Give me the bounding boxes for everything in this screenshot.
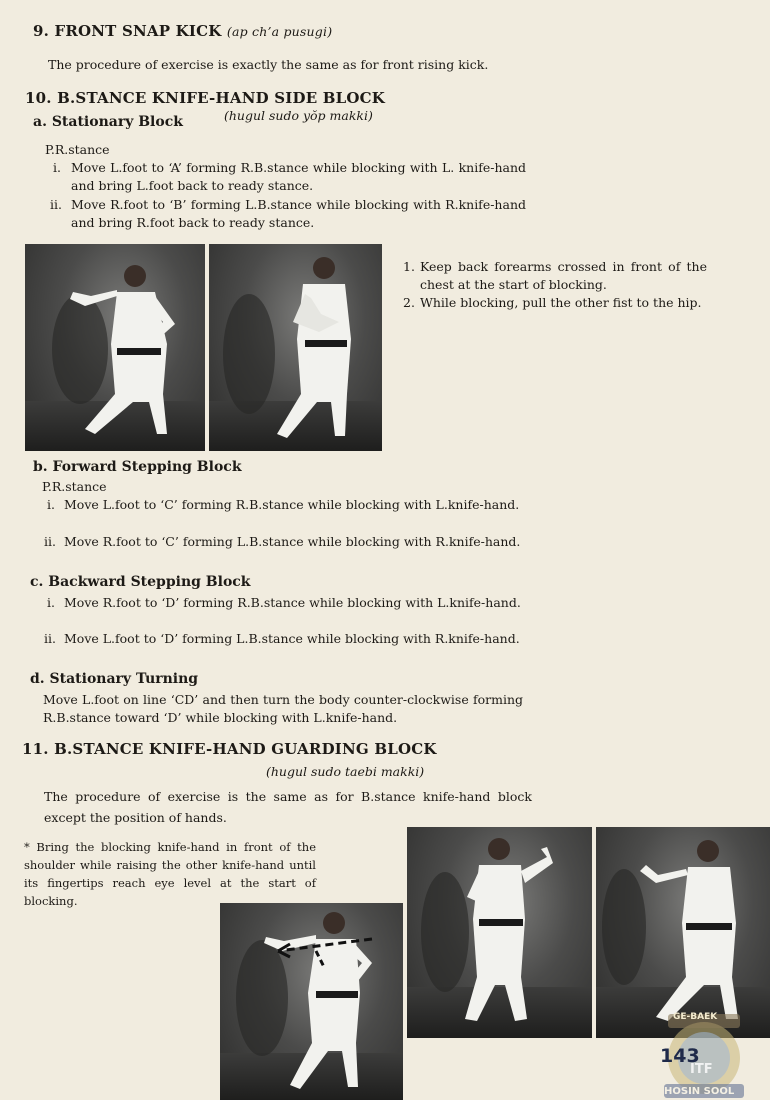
watermark-top-text: GE-BAEK	[673, 1012, 718, 1022]
watermark-bottom-text: HOSIN SOOL	[664, 1086, 735, 1097]
section-9-romanization: (ap ch’a pusugi)	[226, 24, 333, 39]
item-text: Move L.foot to ‘D’ forming L.B.stance while blocking with R.knife-hand.	[64, 631, 520, 646]
photo-guarding-block-side	[596, 827, 770, 1038]
subsection-d-text: Move L.foot on line ‘CD’ and then turn the body counter-clockwise forming R.B.stance toward ‘D’ while blocking with L.knife-hand.	[43, 692, 523, 725]
item-text: Move L.foot to ‘A’ forming R.B.stance while blocking with L. knife-hand and bring L.foot back to ready stance.	[71, 160, 526, 193]
item-number: i.	[47, 497, 55, 512]
subsection-a-romanization: (hugul sudo yŏp makki)	[224, 108, 373, 123]
section-9-heading	[33, 22, 332, 40]
watermark-middle-text: ITF	[690, 1062, 713, 1077]
item-number: ii.	[50, 197, 62, 212]
list-item	[47, 496, 523, 532]
subsection-a-stance: P.R.stance	[45, 142, 110, 157]
subsection-b-heading: b. Forward Stepping Block	[33, 459, 242, 475]
section-11-heading: 11. B.STANCE KNIFE-HAND GUARDING BLOCK	[22, 740, 437, 758]
item-text: Move L.foot to ‘C’ forming R.B.stance while blocking with L.knife-hand.	[64, 497, 520, 512]
photo-guarding-block-front	[407, 827, 592, 1038]
photo-guarding-block-start	[220, 903, 403, 1100]
section-10-heading: 10. B.STANCE KNIFE-HAND SIDE BLOCK	[25, 89, 386, 107]
item-number: i.	[53, 160, 61, 175]
item-number: i.	[47, 595, 55, 610]
subsection-d-heading: d. Stationary Turning	[30, 671, 199, 687]
section-9-text: The procedure of exercise is exactly the same as for front rising kick.	[48, 57, 489, 72]
photo-stationary-block-right	[209, 244, 382, 451]
photo-stationary-block-left	[25, 244, 205, 451]
section-11-text: The procedure of exercise is the same as for B.stance knife-hand block except the position of hands.	[44, 789, 532, 825]
note-number: 1.	[403, 259, 415, 274]
list-item	[44, 533, 523, 569]
note-item	[403, 294, 707, 330]
item-text: Move R.foot to ‘C’ forming L.B.stance while blocking with R.knife-hand.	[64, 534, 521, 549]
subsection-c-heading: c. Backward Stepping Block	[30, 574, 251, 590]
section-11-note: * Bring the blocking knife-hand in front of the shoulder while raising the other knife-hand until its fingertips reach eye level at the start of blocking.	[24, 840, 316, 908]
note-text: While blocking, pull the other fist to the hip.	[420, 295, 702, 310]
list-item	[47, 594, 523, 630]
section-11-romanization: (hugul sudo taebi makki)	[266, 764, 425, 779]
list-item	[53, 159, 526, 195]
item-number: ii.	[44, 534, 56, 549]
list-item	[44, 630, 523, 666]
section-9-title: 9. FRONT SNAP KICK	[33, 22, 222, 40]
note-number: 2.	[403, 295, 415, 310]
subsection-a-heading: a. Stationary Block	[33, 114, 183, 130]
page-number: 143	[660, 1045, 700, 1067]
item-number: ii.	[44, 631, 56, 646]
item-text: Move R.foot to ‘B’ forming L.B.stance while blocking with R.knife-hand and bring R.foot back to ready stance.	[71, 197, 526, 230]
note-text: Keep back forearms crossed in front of the chest at the start of blocking.	[420, 259, 707, 292]
subsection-b-stance: P.R.stance	[42, 479, 107, 494]
note-item	[403, 258, 707, 294]
list-item	[50, 196, 526, 232]
item-text: Move R.foot to ‘D’ forming R.B.stance while blocking with L.knife-hand.	[64, 595, 521, 610]
